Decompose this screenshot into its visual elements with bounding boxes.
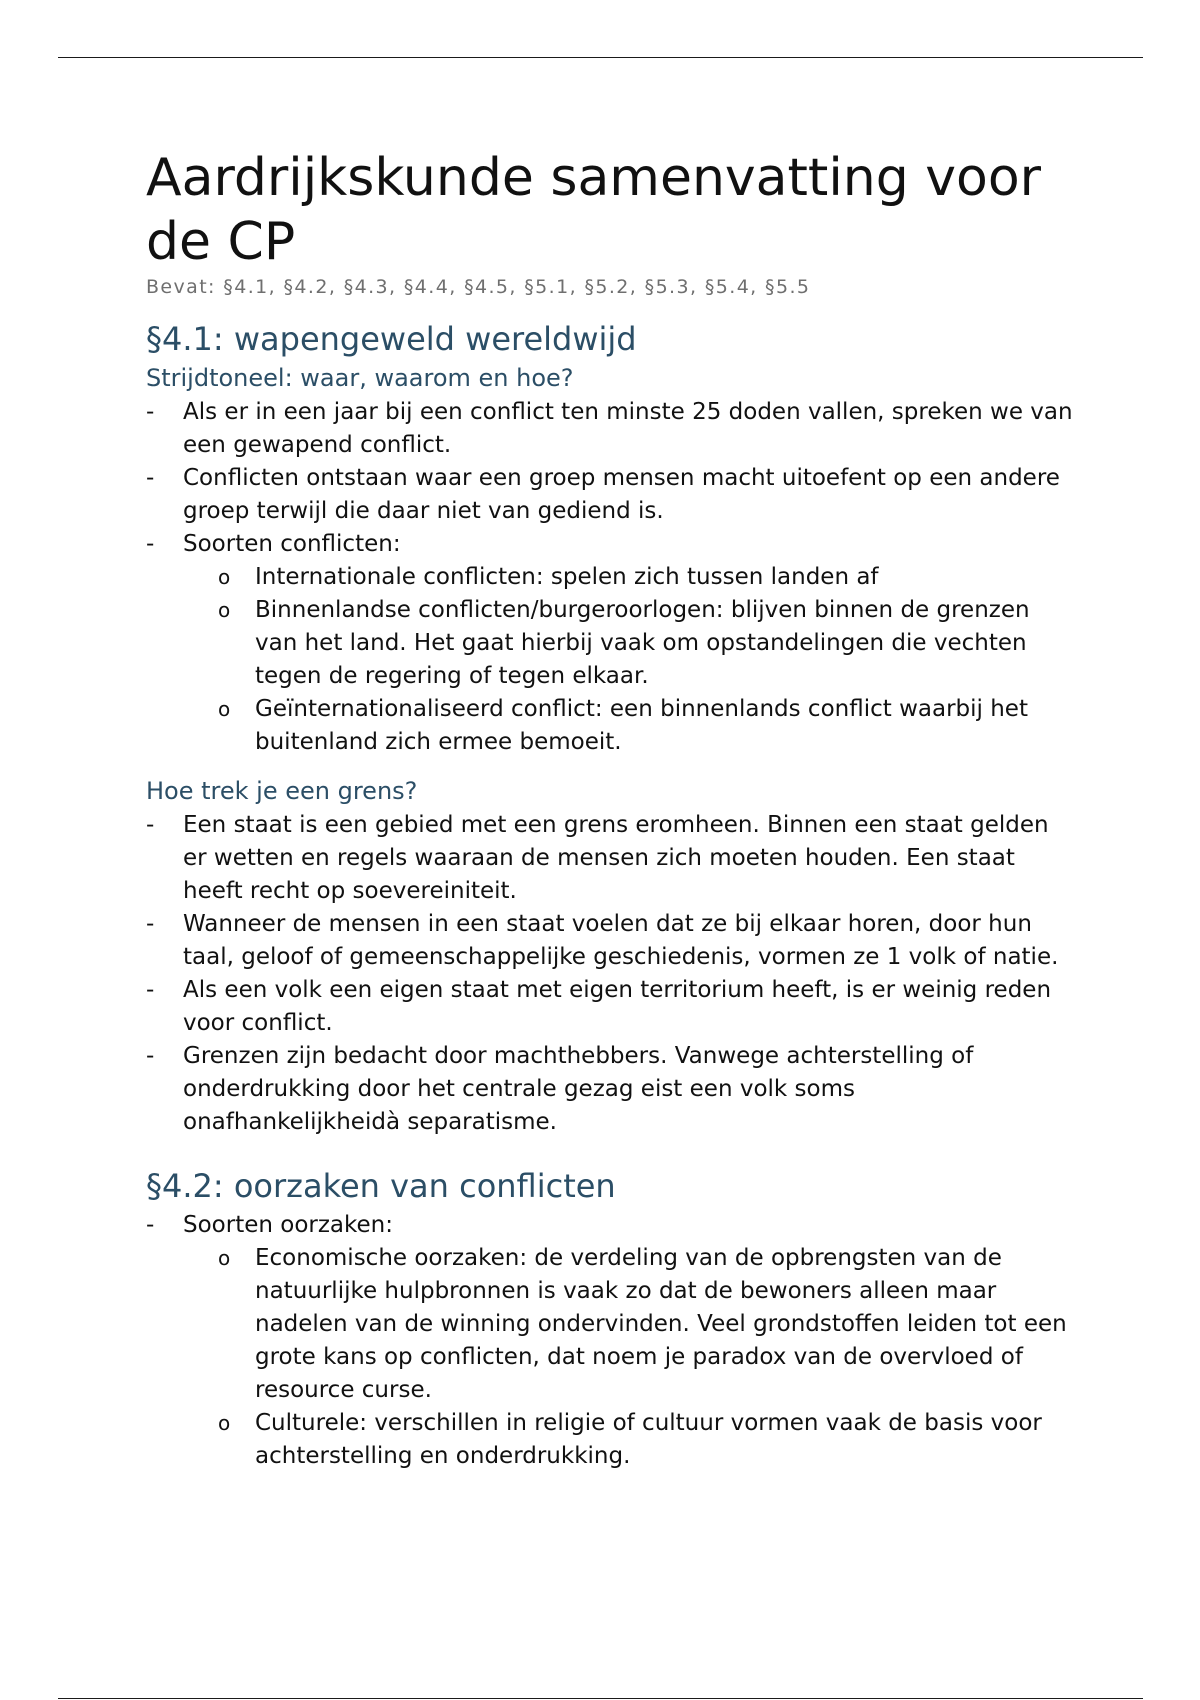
circle-bullet: o <box>218 565 231 589</box>
dash-bullet: - <box>146 399 155 425</box>
bullet-list <box>146 396 1076 561</box>
document-subtitle: Bevat: §4.1, §4.2, §4.3, §4.4, §4.5, §5.1, §5.2, §5.3, §5.4, §5.5 <box>146 276 811 298</box>
list-item <box>146 908 1076 974</box>
circle-bullet: o <box>218 1411 231 1435</box>
subsection-heading-grens: Hoe trek je een grens? <box>146 777 418 805</box>
sub-list-item <box>218 594 1076 693</box>
dash-bullet: - <box>146 531 155 557</box>
dash-bullet: - <box>146 1212 155 1238</box>
list-item-text: Een staat is een gebied met een grens eromheen. Binnen een staat gelden er wetten en regels waaraan de mensen zich moeten houden. Een staat heeft recht op soevereiniteit. <box>183 812 1049 904</box>
sub-bullet-list <box>146 561 1076 759</box>
list-item <box>146 1209 1076 1242</box>
list-item-text: Soorten oorzaken: <box>183 1212 393 1238</box>
header-rule <box>58 57 1143 58</box>
list-item <box>146 974 1076 1040</box>
list-item <box>146 396 1076 462</box>
list-item-text: Grenzen zijn bedacht door machthebbers. Vanwege achterstelling of onderdrukking door het centrale gezag eist een volk soms onafhankelijkheidà separatisme. <box>183 1043 974 1135</box>
list-item-text: Soorten conflicten: <box>183 531 401 557</box>
section-heading-4-1: §4.1: wapengeweld wereldwijd <box>146 320 637 358</box>
spacer <box>146 1139 1076 1165</box>
list-item-text: Conflicten ontstaan waar een groep mensen macht uitoefent op een andere groep terwijl die daar niet van gediend is. <box>183 465 1060 524</box>
bullet-list <box>146 1209 1076 1242</box>
list-item <box>146 1040 1076 1139</box>
sub-list-item-text: Binnenlandse conflicten/burgeroorlogen: blijven binnen de grenzen van het land. Het gaat hierbij vaak om opstandelingen die vechten tegen de regering of tegen elkaar. <box>255 597 1030 689</box>
footer-rule <box>58 1698 1143 1699</box>
list-item-text: Wanneer de mensen in een staat voelen dat ze bij elkaar horen, door hun taal, geloof of gemeenschappelijke geschiedenis, vormen ze 1 volk of natie. <box>183 911 1059 970</box>
sub-list-item-text: Geïnternationaliseerd conflict: een binnenlands conflict waarbij het buitenland zich ermee bemoeit. <box>255 696 1028 755</box>
list-item-text: Als er in een jaar bij een conflict ten minste 25 doden vallen, spreken we van een gewapend conflict. <box>183 399 1073 458</box>
dash-bullet: - <box>146 911 155 937</box>
sub-bullet-list <box>146 1242 1076 1473</box>
sub-list-item <box>218 693 1076 759</box>
dash-bullet: - <box>146 465 155 491</box>
list-item-text: Als een volk een eigen staat met eigen territorium heeft, is er weinig reden voor conflict. <box>183 977 1052 1036</box>
document-title: Aardrijkskunde samenvatting voor de CP <box>146 148 1042 272</box>
document-body <box>146 146 1076 1473</box>
subsection-heading-strijdtoneel: Strijdtoneel: waar, waarom en hoe? <box>146 364 574 392</box>
dash-bullet: - <box>146 1043 155 1069</box>
sub-list-item <box>218 1242 1076 1407</box>
list-item <box>146 809 1076 908</box>
circle-bullet: o <box>218 598 231 622</box>
list-item <box>146 462 1076 528</box>
circle-bullet: o <box>218 697 231 721</box>
list-item <box>146 528 1076 561</box>
sub-list-item-text: Internationale conflicten: spelen zich tussen landen af <box>255 564 879 590</box>
dash-bullet: - <box>146 977 155 1003</box>
sub-list-item-text: Economische oorzaken: de verdeling van de opbrengsten van de natuurlijke hulpbronnen is vaak zo dat de bewoners alleen maar nadelen van de winning ondervinden. Veel grondstoffen leiden tot een grote kans op conflicten, dat noem je paradox van de overvloed of resource curse. <box>255 1245 1067 1403</box>
sub-list-item <box>218 561 1076 594</box>
bullet-list <box>146 809 1076 1139</box>
sub-list-item <box>218 1407 1076 1473</box>
circle-bullet: o <box>218 1246 231 1270</box>
sub-list-item-text: Culturele: verschillen in religie of cultuur vormen vaak de basis voor achterstelling en onderdrukking. <box>255 1410 1042 1469</box>
dash-bullet: - <box>146 812 155 838</box>
spacer <box>146 759 1076 775</box>
section-heading-4-2: §4.2: oorzaken van conflicten <box>146 1167 616 1205</box>
